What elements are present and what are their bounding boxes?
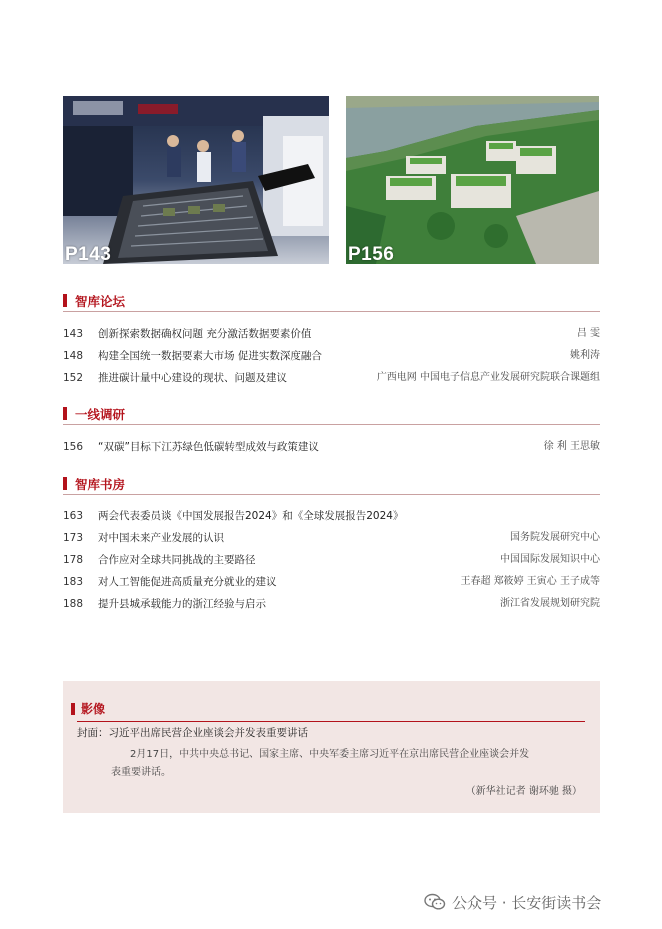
toc-author: 浙江省发展规划研究院	[500, 598, 600, 609]
toc-entry[interactable]	[63, 347, 600, 365]
toc-page-number: 163	[63, 510, 84, 522]
server-exhibit-image	[63, 96, 329, 264]
toc-page-number: 152	[63, 372, 84, 384]
cover-description-line2: 表重要讲话。	[111, 767, 171, 778]
image-box-title: 影像	[81, 702, 106, 716]
section-title: 智库书房	[75, 477, 126, 492]
wechat-account-name: 公众号 · 长安街读书会	[452, 893, 602, 912]
toc-entry[interactable]	[63, 573, 600, 591]
cover-image-caption-box	[63, 681, 600, 813]
toc-page-number: 188	[63, 598, 84, 610]
wechat-icon	[424, 893, 446, 911]
toc-article-title: 两会代表委员谈《中国发展报告2024》和《全球发展报告2024》	[98, 510, 404, 522]
toc-author: 徐 利 王思敏	[543, 441, 600, 452]
toc-page-number: 178	[63, 554, 84, 566]
toc-page-number: 183	[63, 576, 84, 588]
toc-author: 中国国际发展知识中心	[500, 554, 600, 565]
divider	[77, 721, 585, 722]
toc-author: 姚利涛	[570, 350, 600, 361]
toc-author: 国务院发展研究中心	[510, 532, 600, 543]
toc-entry[interactable]	[63, 551, 600, 569]
toc-article-title: “双碳”目标下江苏绿色低碳转型成效与政策建议	[98, 441, 319, 453]
toc-article-title: 提升县城承载能力的浙江经验与启示	[98, 598, 266, 610]
toc-page-number: 156	[63, 441, 84, 453]
section-header-think-tank-forum	[63, 292, 600, 312]
toc-article-title: 对中国未来产业发展的认识	[98, 532, 224, 544]
section-accent-bar	[71, 703, 75, 715]
toc-article-title: 对人工智能促进高质量充分就业的建议	[98, 576, 277, 588]
toc-entry[interactable]	[63, 438, 600, 456]
section-accent-bar	[63, 294, 67, 307]
toc-page-number: 173	[63, 532, 84, 544]
photo-credit: （新华社记者 谢环驰 摄）	[465, 786, 582, 797]
cover-description-line1: 2月17日，中共中央总书记、国家主席、中央军委主席习近平在京出席民营企业座谈会并发	[130, 749, 530, 760]
toc-article-title: 构建全国统一数据要素大市场 促进实数深度融合	[98, 350, 322, 362]
section-title: 一线调研	[75, 407, 126, 422]
toc-author: 广西电网 中国电子信息产业发展研究院联合课题组	[376, 372, 600, 383]
wechat-account-watermark	[424, 890, 601, 914]
section-title: 智库论坛	[75, 294, 126, 309]
photo-page-label: P156	[348, 244, 395, 264]
photo-green-campus	[346, 96, 599, 264]
toc-entry[interactable]	[63, 325, 600, 343]
section-accent-bar	[63, 407, 67, 420]
toc-article-title: 推进碳计量中心建设的现状、问题及建议	[98, 372, 287, 384]
toc-article-title: 创新探索数据确权问题 充分激活数据要素价值	[98, 328, 312, 340]
cover-caption: 封面：习近平出席民营企业座谈会并发表重要讲话	[77, 727, 308, 739]
toc-author: 王春超 郑筱婷 王寅心 王子成等	[460, 576, 600, 587]
photo-page-label: P143	[65, 244, 112, 264]
toc-page-number: 143	[63, 328, 84, 340]
toc-author: 吕 雯	[576, 328, 600, 339]
green-campus-aerial-image	[346, 96, 599, 264]
toc-article-title: 合作应对全球共同挑战的主要路径	[98, 554, 256, 566]
toc-entry[interactable]	[63, 595, 600, 613]
toc-entry[interactable]	[63, 529, 600, 547]
toc-page-number: 148	[63, 350, 84, 362]
toc-entry[interactable]	[63, 369, 600, 387]
section-header-frontline-research	[63, 405, 600, 425]
toc-entry[interactable]	[63, 507, 600, 525]
photo-server-exhibit	[63, 96, 329, 264]
section-accent-bar	[63, 477, 67, 490]
section-header-think-tank-library	[63, 475, 600, 495]
